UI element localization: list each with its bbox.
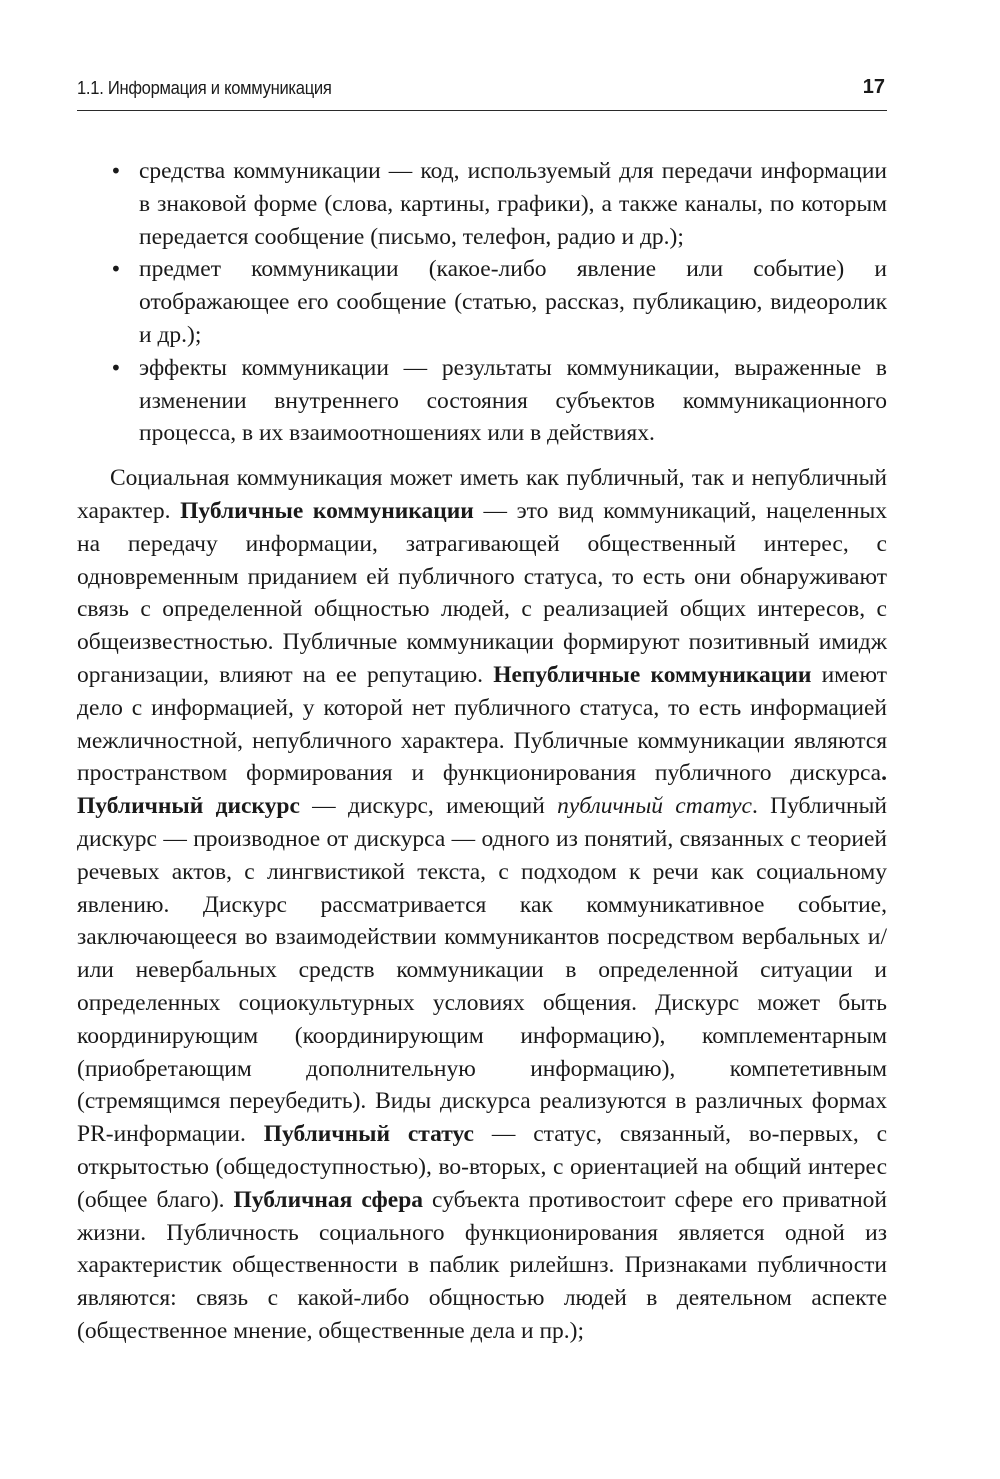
list-item <box>77 155 887 253</box>
page-number: 17 <box>862 76 885 98</box>
text-run: субъекта противостоит сфере его приватной жизни. Публичность социального функционирования является одной из характеристик общественности в паблик рилейшнз. Признаками публичности являются: связь с какой-либо общностью людей в деятельном аспекте (общественное мнение, общественные дела и пр.); <box>77 1186 887 1344</box>
text-run: Социальная коммуникация может иметь как публичный, так и непубличный характер. <box>77 465 887 524</box>
bullet-icon: • <box>110 355 122 380</box>
list-item <box>77 253 887 351</box>
list-item-text: эффекты коммуникации — результаты коммуникации, выраженные в изменении внутреннего состояния субъектов коммуникационного процесса, в их взаимоотношениях или в действиях. <box>139 354 887 447</box>
bullet-icon: • <box>110 257 122 282</box>
text-run: — это вид коммуникаций, нацеленных на передачу информации, затрагивающей общественный интерес, с одновременным приданием ей публичного статуса, то есть они обнаруживают связь с определенной общностью людей, с реализацией общих интересов, с общеизвестностью. Публичные коммуникации формируют позитивный имидж организации, влияют на ее репутацию. <box>77 497 887 688</box>
bullet-list <box>77 155 887 450</box>
list-item <box>77 352 887 450</box>
emphasis-public-status: публичный статус <box>557 793 752 820</box>
text-run: — статус, связанный, во-первых, с открытостью (общедоступностью), во-вторых, с ориентацией на общий интерес (общее благо). <box>77 1121 888 1213</box>
term-public-communications: Публичные коммуникации <box>180 497 474 524</box>
term-public-sphere: Публичная сфера <box>233 1186 424 1213</box>
main-paragraph <box>77 462 887 1348</box>
body-text <box>77 155 887 1348</box>
bullet-icon: • <box>110 159 122 183</box>
term-public-discourse: . Публичный дискурс <box>77 760 887 820</box>
text-run: — дискурс, имеющий <box>299 793 558 820</box>
list-item-text: предмет коммуникации (какое-либо явление или событие) и отображающее его сообщение (статью, рассказ, публикацию, видеоролик и др.); <box>139 256 887 348</box>
text-run: . Публичный дискурс — производное от дискурса — одного из понятий, связанных с теорией речевых актов, с лингвистикой текста, с подходом к речи как социальному явлению. Дискурс рассматривается как коммуникативное событие, заключающееся во взаимодействии коммуникантов посредством вербальных и/или невербальных средств коммуникации в определенной ситуации и определенных социокультурных условиях общения. Дискурс может быть координирующим (координирующим информацию), комплементарным (приобретающим дополнительную информацию), компететивным (стремящимся переубедить). Виды дискурса реализуются в различных формах PR-информации. <box>77 793 887 1148</box>
term-nonpublic-communications: Непубличные коммуникации <box>493 661 812 688</box>
term-public-status: Публичный статус <box>263 1121 474 1148</box>
text-run: имеют дело с информацией, у которой нет публичного статуса, то есть информацией межличностной, непубличного характера. Публичные коммуникации являются пространством формирования и функционирования публичного дискурса <box>77 661 887 787</box>
chapter-title: 1.1. Информация и коммуникация <box>77 78 332 98</box>
list-item-text: средства коммуникации — код, используемый для передачи информации в знаковой форме (слова, картины, графики), а также каналы, по которым передается сообщение (письмо, телефон, радио и др.); <box>139 158 887 250</box>
running-header <box>77 76 887 111</box>
